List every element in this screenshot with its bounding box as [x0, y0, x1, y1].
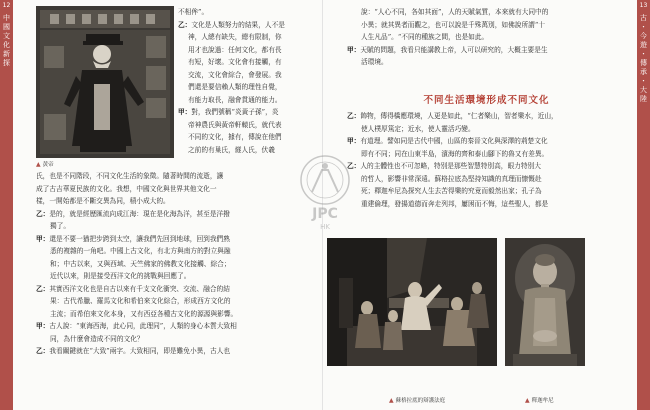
left-body-text [36, 170, 308, 358]
line-text: 有短，好壞。文化會有接觸，有 [188, 58, 282, 66]
line-text: 們還是要信賴人類的理性自覺， [188, 83, 282, 91]
line-text: 即有不同；同在山東半島，濱海的齊和泰山腳下的魯又有差異。 [361, 149, 549, 158]
yellow-emperor-caption-text: 黃帝 [42, 162, 54, 168]
text-line [36, 233, 308, 246]
text-line [178, 106, 306, 119]
line-text: 交流，文化會綜合，會發展。我 [188, 70, 282, 79]
speaker-label: 甲： [347, 137, 361, 145]
speaker-label: 乙： [178, 20, 192, 29]
publisher-watermark [290, 152, 360, 232]
buddha-statue [505, 238, 585, 366]
text-line [36, 220, 308, 233]
text-line [347, 110, 629, 123]
text-line [36, 183, 308, 196]
line-text: 近代以來，則是接受西洋文化的挑戰與回應了。 [50, 272, 191, 280]
text-line [347, 44, 629, 57]
line-text: 人生凡品”。“不同的種族之間，也是如此。 [361, 33, 489, 41]
socrates-caption [389, 396, 445, 404]
line-text: 悉的複雜的一角吧。中國上古文化，有北方與南方的對立與融 [50, 247, 231, 255]
line-text: 帝神農氏與黃帝軒轅氏，就代表 [188, 120, 282, 129]
right-page [323, 0, 650, 410]
line-text: 樣，一開始都是不斷交異為同，積小成大的。 [36, 197, 170, 205]
right-page-number: 13 [639, 2, 648, 9]
line-text: 小異；就其異者而觀之，也可以說是千殊萬別，如佛說所謂“十 [361, 20, 545, 29]
left-page-number: 12 [2, 2, 11, 9]
text-line [347, 148, 629, 161]
left-top-text [178, 6, 306, 156]
speaker-label: 乙： [347, 162, 361, 170]
buddha-image [505, 238, 585, 366]
text-line [36, 333, 308, 346]
speaker-label: 乙： [36, 284, 50, 293]
text-line [36, 258, 308, 271]
text-line [36, 295, 308, 308]
line-text: 神，人總有缺失，總有限制，你 [188, 33, 282, 41]
line-text: 我看關鍵就在“大致”兩字。大致相同，即是難免小異，古人也 [49, 347, 231, 355]
line-text: 還是不要一猶把步跨到太空，讓我們先回到地球，回到我們熟 [49, 234, 230, 243]
line-text: 說：“人心不同，各如其面”，人的天賦氣質，本來就有大同中的 [361, 8, 549, 16]
left-side-tab [0, 0, 13, 410]
text-line [36, 320, 308, 333]
line-text: 死；釋迦牟尼為探究人生去苦得樂的究竟而毅然出家；孔子為 [361, 187, 542, 195]
line-text: 天賦的問題，我看只能講教上帝，人可以研究的，大概主要是生 [360, 45, 548, 54]
section-heading: 不同生活環境形成不同文化 [423, 95, 550, 106]
speaker-label: 乙： [347, 112, 361, 120]
socrates-image [327, 238, 497, 366]
line-text: 有能力取長，融會貫通的能力。 [188, 95, 282, 104]
yellow-emperor-figure [36, 6, 174, 158]
text-line [36, 270, 308, 283]
text-line [347, 31, 629, 44]
line-text: 成了古吉華夏民族的文化。我想，中國文化與世界其他文化一 [36, 184, 217, 193]
line-text: 不相侔”。 [178, 8, 209, 16]
speaker-label: 甲： [36, 234, 50, 243]
line-text: 古人說：“東海西海，此心同，此理同”，人類的身心本質大致相 [49, 322, 237, 330]
line-text: 人的主體性也不可忽略，特別是那些智慧特別高，眼力特別大 [360, 162, 541, 170]
watermark-text: JPC [312, 206, 338, 222]
buddha-caption-text: 釋迦牟尼 [531, 398, 554, 404]
line-text: 重建倫理，發揚道德而奔走列邦，屢困而不悔，這些聖人，都是 [361, 199, 549, 208]
buddha-caption [525, 396, 554, 404]
text-line [36, 308, 308, 321]
line-text: 使人樸厚篤定；近水，使人靈活巧變。 [361, 124, 475, 133]
text-line [347, 185, 629, 198]
text-line [347, 6, 629, 19]
yellow-emperor-caption [36, 160, 54, 168]
speaker-label: 甲： [347, 45, 361, 54]
line-text: 用才也說過：任何文化，都有長 [188, 45, 282, 54]
line-text: 的哲人，影響非常深遠。蘇格拉底為堅持知識的真理而慷慨赴 [361, 174, 542, 183]
right-body-text [347, 110, 629, 210]
text-line [178, 6, 306, 19]
text-line [178, 131, 306, 144]
socrates-painting [327, 238, 497, 366]
right-side-tab [637, 0, 650, 410]
left-side-label: 中國文化新探 [2, 14, 11, 68]
text-line [178, 144, 306, 157]
text-line [178, 44, 306, 57]
right-side-label: 古・今遊・傳承・大陸 [639, 14, 648, 104]
speaker-label: 甲： [178, 108, 192, 116]
text-line [36, 195, 308, 208]
speaker-label: 乙： [36, 347, 50, 355]
caption-triangle-icon: ▲ [36, 160, 41, 168]
text-line [178, 19, 306, 32]
text-line [36, 170, 308, 183]
text-line [36, 345, 308, 358]
speaker-label: 甲： [36, 322, 50, 330]
line-text: 同，為什麼會造成不同的文化？ [50, 334, 144, 343]
line-text: 獨了。 [50, 222, 71, 230]
line-text: 其實西洋文化也是自古以來有千支文化衝突、交流、融合的結 [49, 284, 230, 293]
watermark-subtext: HK [320, 223, 330, 231]
line-text: 果：古代希臘、羅馬文化和希伯來文化綜合，形成西方文化的 [50, 297, 231, 305]
line-text: 和；中古以來，又與西域、天竺佛家的佛教文化接觸、綜合； [50, 259, 231, 268]
line-text: 是的，就是經歷匯流向成江海：現在是化海為洋，甚至是洋撥 [49, 209, 230, 218]
line-text: 之前的有巢氏，燧人氏，伏羲 [188, 145, 275, 154]
right-top-text [347, 6, 629, 69]
watermark-logo-icon [290, 152, 360, 232]
text-line [347, 198, 629, 211]
line-text: 不同的文化，據有，傳說在他們 [188, 133, 282, 141]
left-page [0, 0, 323, 410]
line-text: 文化是人類努力的結果，人不是 [191, 20, 285, 29]
text-line [36, 208, 308, 221]
text-line [178, 119, 306, 132]
speaker-label: 乙： [36, 209, 50, 218]
text-line [36, 245, 308, 258]
caption-triangle-icon: ▲ [525, 396, 530, 404]
text-line [178, 69, 306, 82]
text-line [36, 283, 308, 296]
text-line [347, 160, 629, 173]
text-line [347, 123, 629, 136]
text-line [347, 173, 629, 186]
caption-triangle-icon: ▲ [389, 396, 394, 404]
text-line [347, 135, 629, 148]
text-line [178, 94, 306, 107]
text-line [347, 19, 629, 32]
yellow-emperor-image [36, 6, 174, 158]
line-text: 主流；而希伯來文化本身，又有西亞各種古文化的源源與影響。 [50, 309, 238, 318]
socrates-caption-text: 蘇格拉底的辯護法庭 [395, 398, 446, 404]
text-line [178, 31, 306, 44]
line-text: 氏，也是不同階段，不同文化生活的象徵。隨著時間的流逝，讓 [36, 172, 224, 180]
text-line [178, 81, 306, 94]
text-line [347, 56, 629, 69]
line-text: 活環境。 [361, 58, 388, 66]
line-text: 飾物，傳得橋應環境，人更是如此，“仁者樂山，智者樂水，近山， [360, 112, 558, 120]
line-text: 有道理。譬如同是古代中國，山區的秦晉文化與深澤的荊楚文化 [360, 137, 548, 145]
text-line [178, 56, 306, 69]
line-text: 對，我們號稱“炎黃子孫”，炎 [191, 108, 279, 116]
